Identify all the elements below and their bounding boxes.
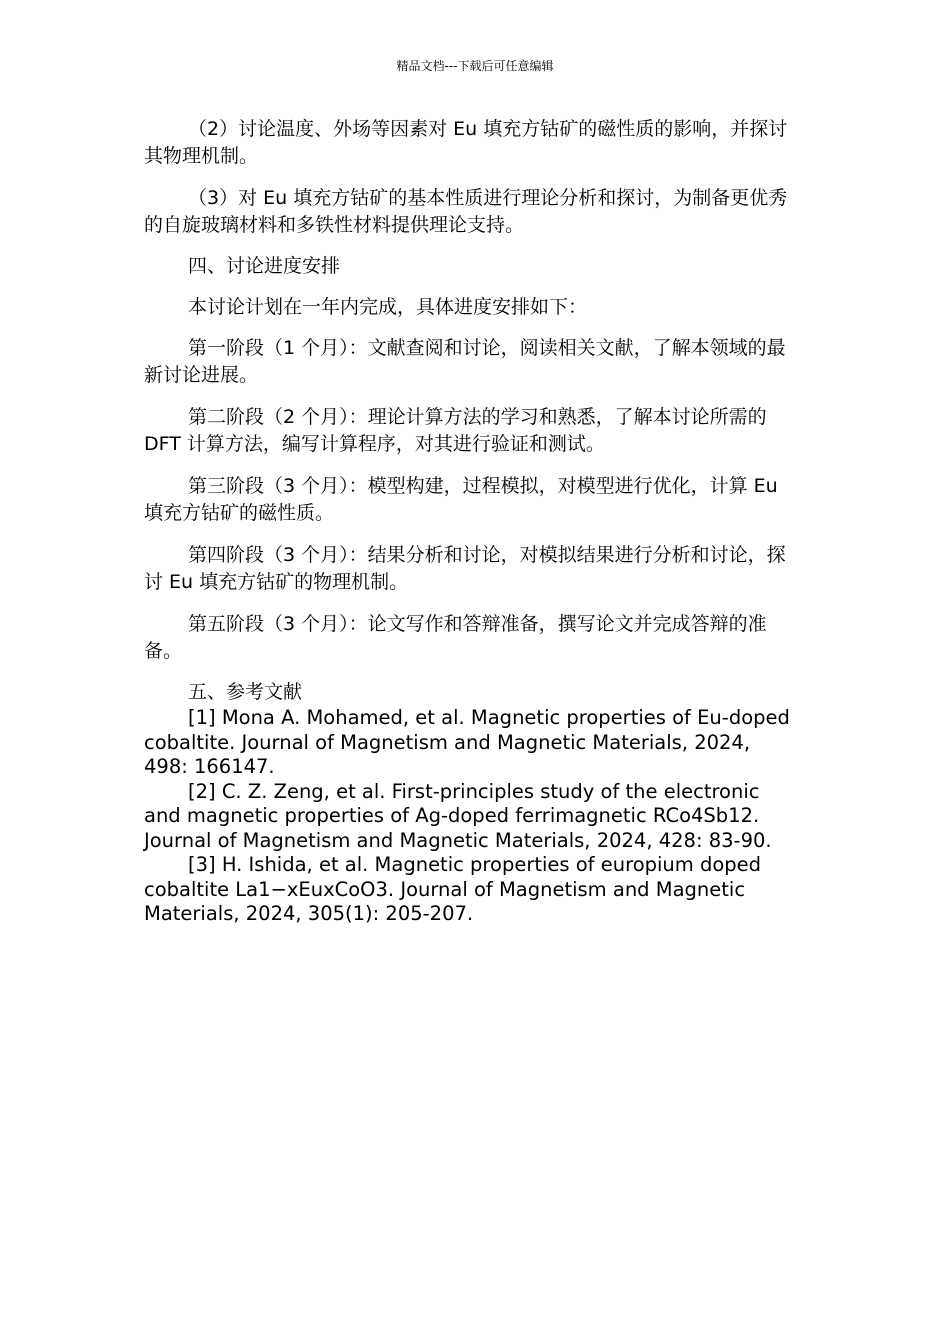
page-header: 精品文档---下载后可任意编辑 — [396, 59, 554, 73]
reference-item: [2] C. Z. Zeng, et al. First-principles study of the electronic and magnetic properties of Ag-doped ferrimagnetic RCo4Sb12. Journal of Magnetism and Magnetic Materials, 2024, 428: 83-90. — [144, 779, 772, 852]
paragraph-stage-1: 第一阶段（1 个月）：文献查阅和讨论，阅读相关文献，了解本领域的最新讨论进展。 — [144, 337, 786, 386]
paragraph-stage-3: 第三阶段（3 个月）：模型构建，过程模拟，对模型进行优化，计算 Eu 填充方钴矿的磁性质。 — [144, 475, 778, 524]
paragraph-stage-2: 第二阶段（2 个月）：理论计算方法的学习和熟悉，了解本讨论所需的 DFT 计算方法，编写计算程序，对其进行验证和测试。 — [144, 406, 767, 455]
document-body — [144, 116, 800, 927]
section-heading-references: 五、参考文献 — [188, 681, 303, 703]
paragraph-goal-2: （2）讨论温度、外场等因素对 Eu 填充方钴矿的磁性质的影响，并探讨其物理机制。 — [144, 118, 788, 167]
section-heading-schedule: 四、讨论进度安排 — [188, 255, 341, 277]
paragraph-stage-4: 第四阶段（3 个月）：结果分析和讨论，对模拟结果进行分析和讨论，探讨 Eu 填充方钴矿的物理机制。 — [144, 544, 786, 593]
reference-item: [3] H. Ishida, et al. Magnetic properties of europium doped cobaltite La1−xEuxCoO3. Journal of Magnetism and Magnetic Materials, 2024, 305(1): 205-207. — [144, 853, 762, 925]
reference-item: [1] Mona A. Mohamed, et al. Magnetic properties of Eu-doped cobaltite. Journal of Magnetism and Magnetic Materials, 2024, 498: 166147. — [144, 706, 790, 778]
paragraph-goal-3: （3）对 Eu 填充方钴矿的基本性质进行理论分析和探讨，为制备更优秀的自旋玻璃材料和多铁性材料提供理论支持。 — [144, 187, 788, 236]
paragraph-schedule-intro: 本讨论计划在一年内完成，具体进度安排如下： — [188, 296, 588, 318]
paragraph-stage-5: 第五阶段（3 个月）：论文写作和答辩准备，撰写论文并完成答辩的准备。 — [144, 613, 767, 662]
